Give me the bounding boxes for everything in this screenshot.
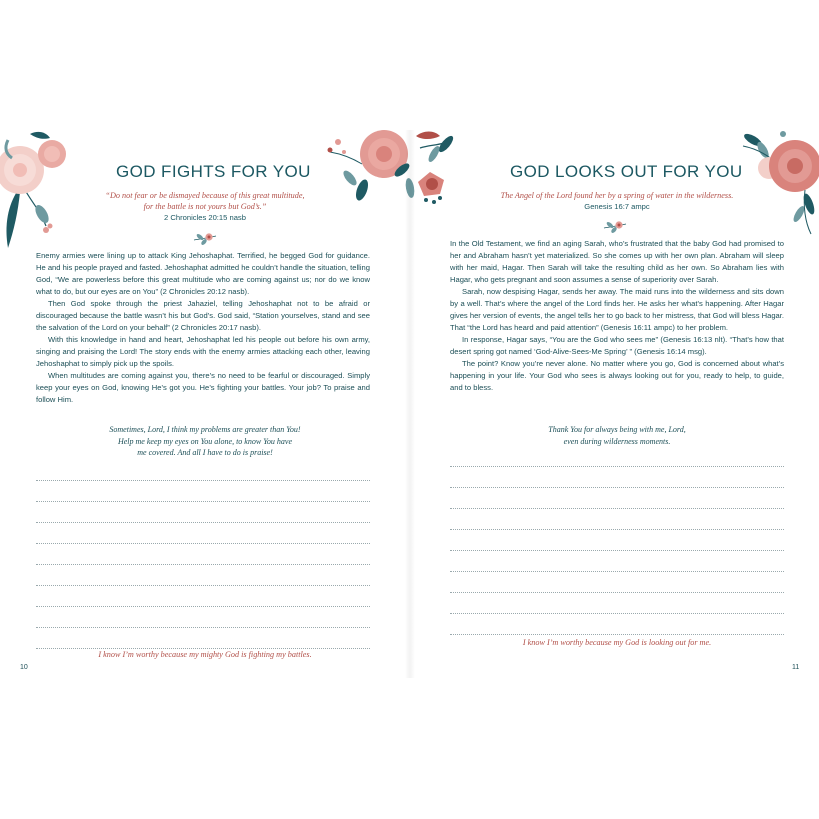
right-prayer bbox=[450, 424, 784, 447]
right-journal-lines[interactable] bbox=[450, 446, 784, 635]
left-paragraph-2: Then God spoke through the priest Jahaziel, telling Jehoshaphat not to be afraid or discouraged because the battle wasn’t his but God’s. God said, “Station yourselves, stand and see the salvation of the Lord on your behalf” (2 Chronicles 20:17 nasb). bbox=[36, 299, 370, 332]
right-prayer-line-2: even during wilderness moments. bbox=[563, 436, 671, 446]
journal-line[interactable] bbox=[36, 523, 370, 544]
left-scripture-quote bbox=[40, 190, 370, 223]
left-paragraph-4: When multitudes are coming against you, there’s no need to be fearful or discouraged. Simply keep your eyes on God, knowing He’s got you. He’s fighting your battles. Your job? To praise and follow Him. bbox=[36, 371, 370, 404]
right-page bbox=[410, 130, 819, 678]
journal-line[interactable] bbox=[36, 628, 370, 649]
left-prayer-line-2: Help me keep my eyes on You alone, to know You have bbox=[117, 436, 293, 446]
journal-line[interactable] bbox=[450, 551, 784, 572]
right-body-text bbox=[450, 238, 784, 394]
journal-line[interactable] bbox=[36, 586, 370, 607]
left-paragraph-1: Enemy armies were lining up to attack King Jehoshaphat. Terrified, he begged God for guidance. He and his people prayed and fasted. Jehoshaphat admitted he couldn’t handle the situation, telling God, “We are powerless before this great multitude who are coming against us; nor do we know what to do, but our eyes are on You” (2 Chronicles 20:12 nasb). bbox=[36, 251, 370, 296]
right-paragraph-1: In the Old Testament, we find an aging Sarah, who’s frustrated that the baby God had promised to her and Abraham hasn’t yet materialized. So she comes up with her own plan. Abraham will sleep with her maid, Hagar. Then Sarah will take the resulting child as her own. So Abraham lies with Hagar, who gets pregnant and soon assumes a sense of superiority over Sarah. bbox=[450, 239, 784, 284]
journal-line[interactable] bbox=[450, 446, 784, 467]
right-page-number: 11 bbox=[792, 664, 800, 671]
right-paragraph-3: In response, Hagar says, “You are the God who sees me” (Genesis 16:13 nlt). “That’s how that desert spring got named ‘God-Alive-Sees-Me Spring’ ” (Genesis 16:14 msg). bbox=[450, 335, 784, 356]
journal-line[interactable] bbox=[450, 614, 784, 635]
journal-line[interactable] bbox=[36, 460, 370, 481]
journal-line[interactable] bbox=[450, 593, 784, 614]
journal-line[interactable] bbox=[450, 572, 784, 593]
right-scripture-quote bbox=[450, 190, 784, 212]
journal-line[interactable] bbox=[36, 607, 370, 628]
left-prayer-line-3: me covered. And all I have to do is praise! bbox=[137, 448, 273, 457]
left-quote-reference: 2 Chronicles 20:15 nasb bbox=[164, 213, 246, 222]
journal-line[interactable] bbox=[450, 467, 784, 488]
journal-line[interactable] bbox=[450, 509, 784, 530]
journal-line[interactable] bbox=[450, 530, 784, 551]
journal-line[interactable] bbox=[36, 481, 370, 502]
sprig-divider-icon bbox=[602, 218, 628, 234]
right-quote-reference: Genesis 16:7 ampc bbox=[584, 202, 650, 211]
left-page-title: GOD FIGHTS FOR YOU bbox=[116, 162, 311, 181]
right-prayer-line-1: Thank You for always being with me, Lord, bbox=[548, 425, 686, 434]
right-paragraph-4: The point? Know you’re never alone. No matter where you go, God is concerned about what’s happening in your life. Your God who sees is always looking out for you, ready to help, to guide, and to bless. bbox=[450, 359, 784, 392]
journal-line[interactable] bbox=[36, 502, 370, 523]
left-quote-line-1: “Do not fear or be dismayed because of this great multitude, bbox=[105, 191, 305, 200]
journal-line[interactable] bbox=[450, 488, 784, 509]
left-journal-lines[interactable] bbox=[36, 460, 370, 649]
left-paragraph-3: With this knowledge in hand and heart, Jehoshaphat led his people out before his own army, singing and praising the Lord! The story ends with the enemy armies attacking each other, leaving Jehoshaphat to simply pick up the spoils. bbox=[36, 335, 370, 368]
left-quote-line-2: for the battle is not yours but God’s.” bbox=[143, 202, 267, 211]
left-affirmation: I know I’m worthy because my mighty God is fighting my battles. bbox=[98, 650, 312, 659]
book-spread bbox=[0, 130, 819, 678]
left-prayer-line-1: Sometimes, Lord, I think my problems are greater than You! bbox=[109, 425, 301, 434]
right-affirmation: I know I’m worthy because my God is looking out for me. bbox=[522, 638, 712, 647]
left-body-text bbox=[36, 250, 370, 406]
sprig-divider-icon bbox=[192, 230, 218, 246]
journal-line[interactable] bbox=[36, 544, 370, 565]
right-page-title: GOD LOOKS OUT FOR YOU bbox=[510, 162, 743, 181]
journal-line[interactable] bbox=[36, 565, 370, 586]
floral-corner-top-right bbox=[739, 130, 819, 240]
left-page-number: 10 bbox=[20, 664, 28, 671]
right-quote-line-1: The Angel of the Lord found her by a spring of water in the wilderness. bbox=[500, 191, 734, 200]
left-page bbox=[0, 130, 409, 678]
right-paragraph-2: Sarah, now despising Hagar, sends her away. The maid runs into the wilderness and sits down by a well. That’s where the angel of the Lord finds her. He asks her what’s happening. After Hagar gives her version of events, the angel tells her to go back to her mistress, that God will bless Hagar. That “the Lord has heard and paid attention” (Genesis 16:11 ampc) to her problem. bbox=[450, 287, 784, 332]
left-prayer bbox=[40, 424, 370, 459]
